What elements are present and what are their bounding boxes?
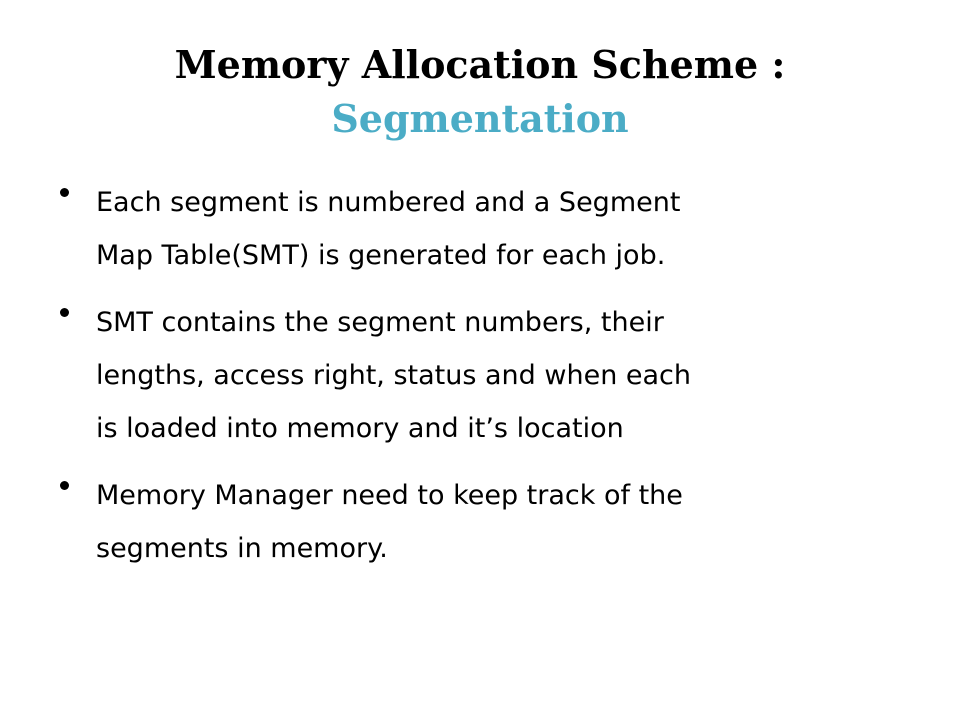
- bullet-line: is loaded into memory and it’s location: [96, 413, 624, 444]
- bullet-line: segments in memory.: [96, 533, 388, 564]
- bullet-line: Memory Manager need to keep track of the: [96, 480, 683, 511]
- bullet-list: [58, 176, 888, 589]
- bullet-text: [96, 296, 888, 455]
- bullet-text: [96, 469, 888, 575]
- slide-title: [60, 38, 900, 146]
- bullet-dot-icon: [60, 308, 69, 317]
- bullet-line: Each segment is numbered and a Segment: [96, 187, 681, 218]
- bullet-dot-icon: [60, 481, 69, 490]
- title-line-2: Segmentation: [331, 96, 629, 141]
- bullet-item-3: [58, 469, 888, 575]
- bullet-line: Map Table(SMT) is generated for each job.: [96, 240, 666, 271]
- bullet-dot-icon: [60, 188, 69, 197]
- title-line-1: Memory Allocation Scheme :: [174, 42, 786, 87]
- bullet-line: SMT contains the segment numbers, their: [96, 307, 664, 338]
- bullet-text: [96, 176, 888, 282]
- bullet-item-1: [58, 176, 888, 282]
- bullet-item-2: [58, 296, 888, 455]
- bullet-line: lengths, access right, status and when each: [96, 360, 692, 391]
